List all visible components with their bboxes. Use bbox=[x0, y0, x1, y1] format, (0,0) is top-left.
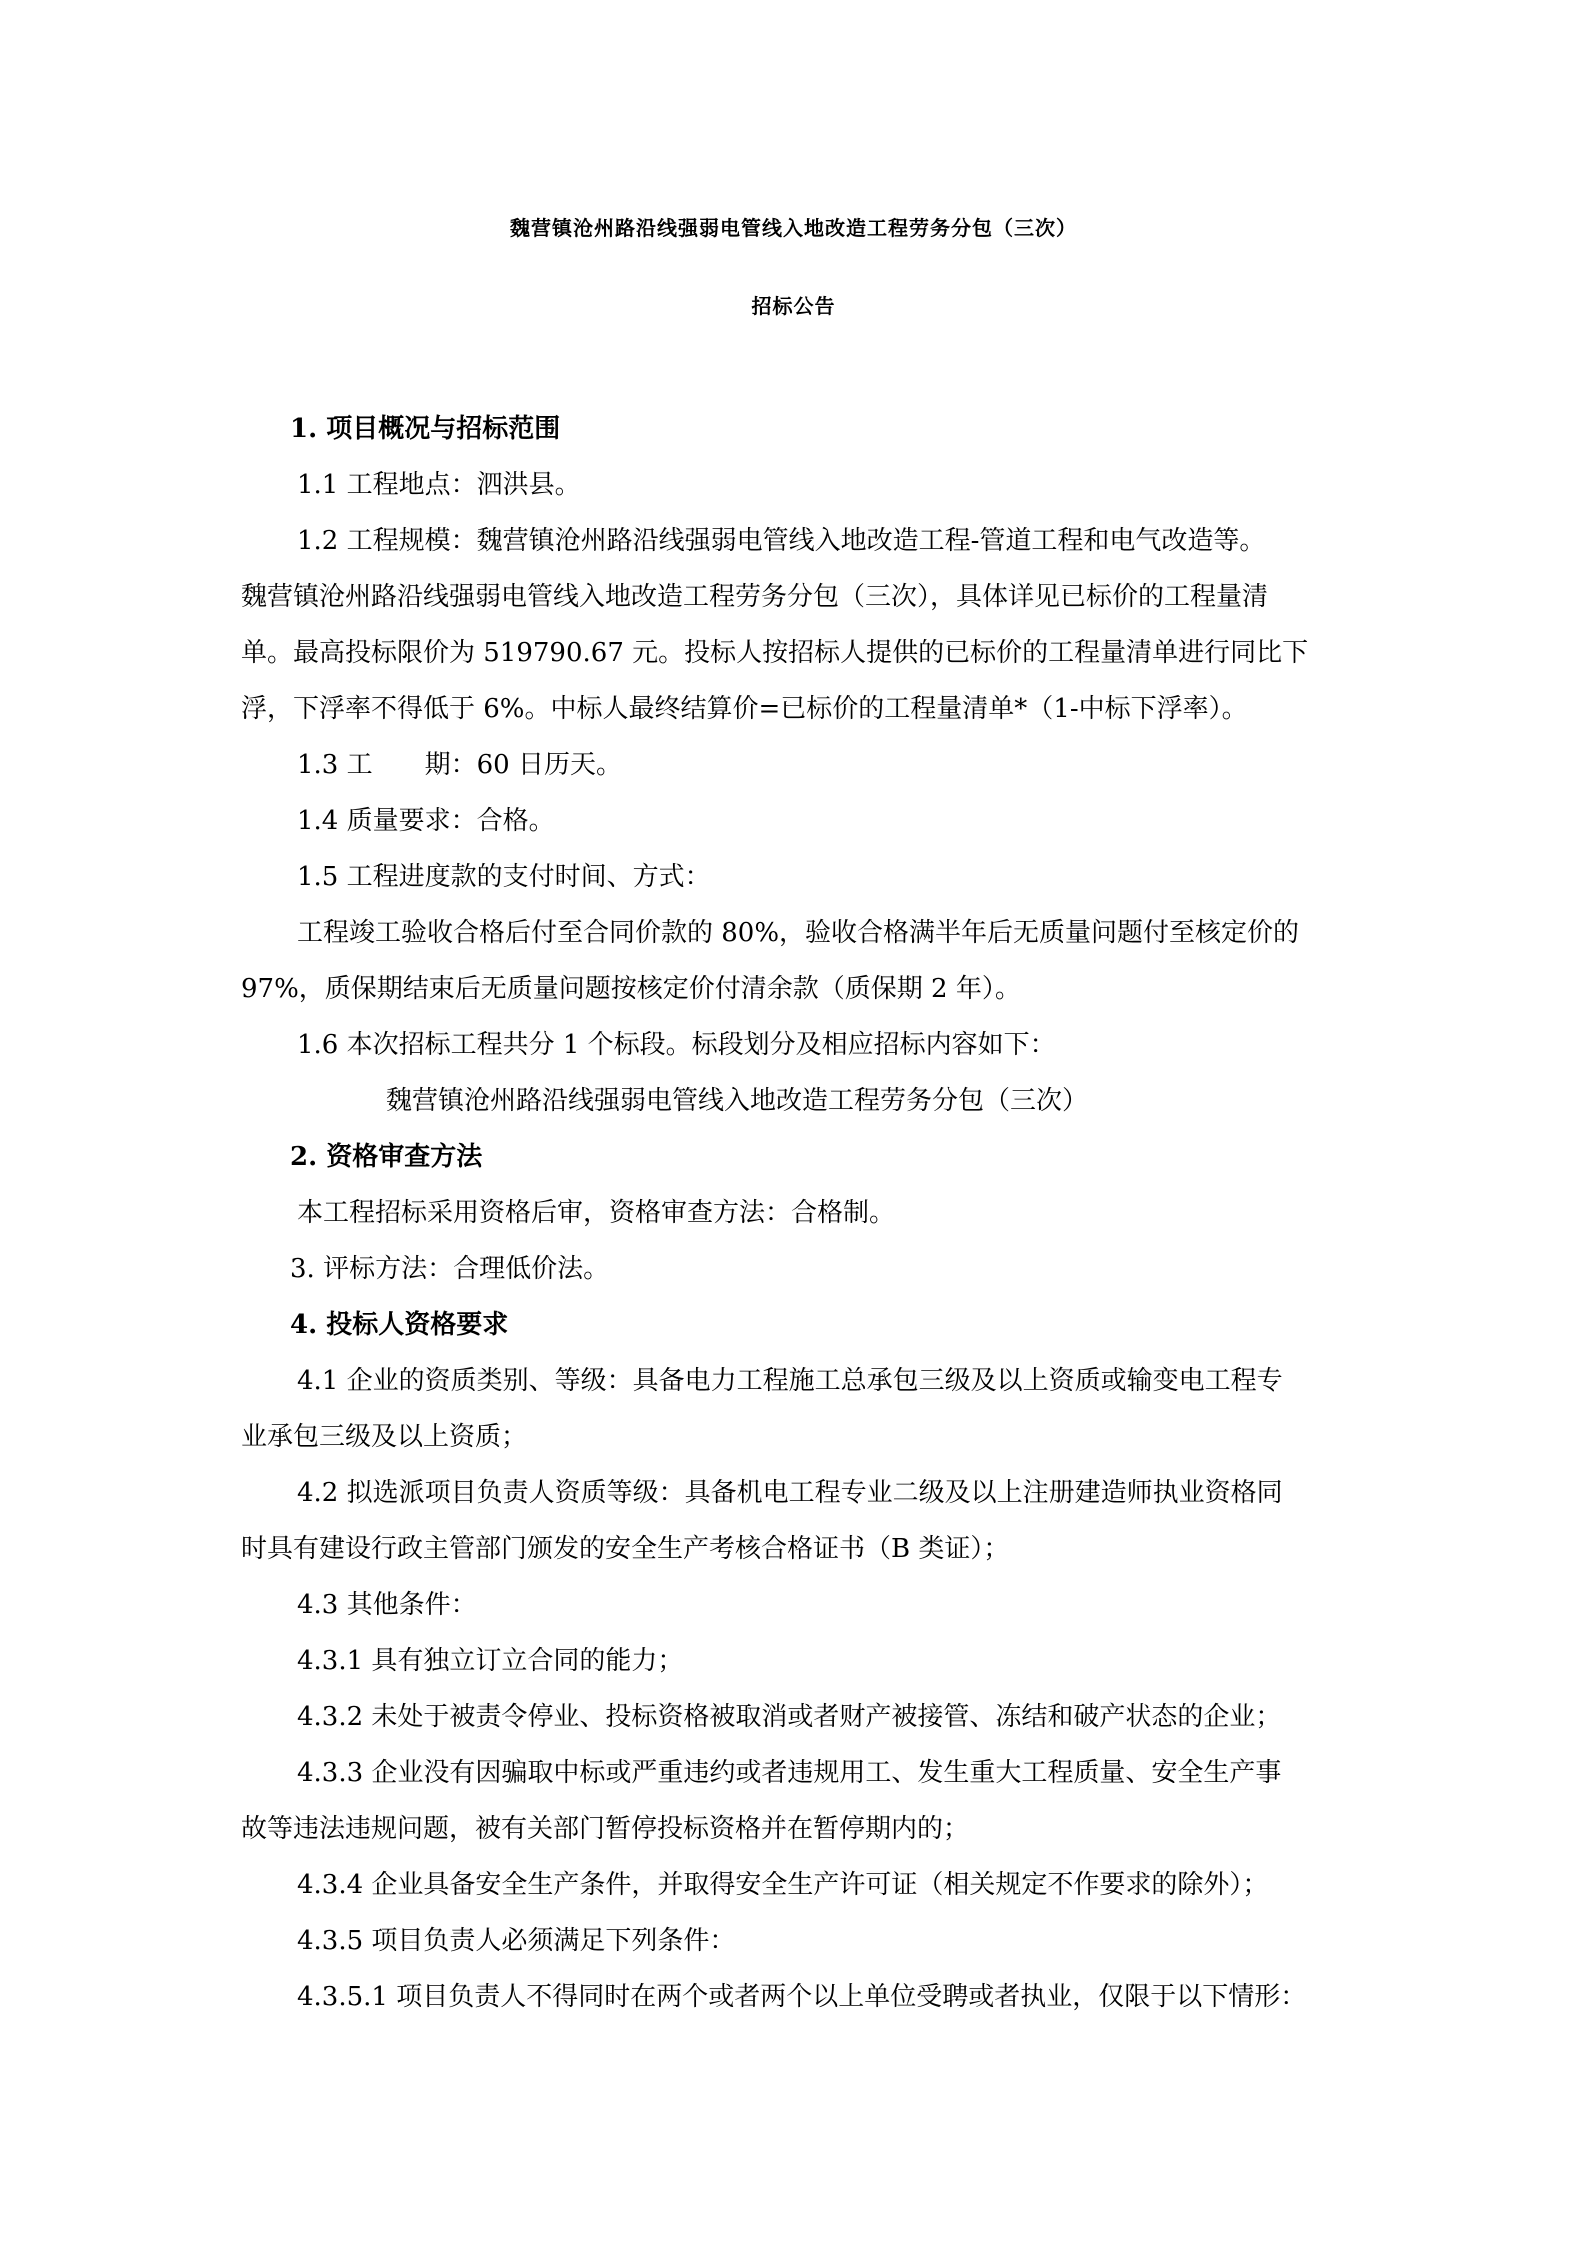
paragraph-line: 1.1 工程地点：泗洪县。 bbox=[297, 470, 581, 500]
section-heading-2: 2. 资格审查方法 bbox=[290, 1142, 483, 1172]
paragraph-line: 业承包三级及以上资质； bbox=[241, 1422, 528, 1452]
paragraph-line: 4.3 其他条件： bbox=[297, 1590, 477, 1620]
paragraph-line: 4.3.4 企业具备安全生产条件，并取得安全生产许可证（相关规定不作要求的除外）； bbox=[297, 1870, 1269, 1900]
paragraph-line: 单。最高投标限价为 519790.67 元。投标人按招标人提供的已标价的工程量清单进行同比下 bbox=[241, 638, 1309, 668]
section-heading-4: 4. 投标人资格要求 bbox=[290, 1310, 509, 1340]
paragraph-line: 工程竣工验收合格后付至合同价款的 80%，验收合格满半年后无质量问题付至核定价的 bbox=[297, 918, 1300, 948]
paragraph-line: 故等违法违规问题，被有关部门暂停投标资格并在暂停期内的； bbox=[241, 1814, 970, 1844]
paragraph-line: 4.3.5.1 项目负责人不得同时在两个或者两个以上单位受聘或者执业，仅限于以下情形： bbox=[297, 1982, 1307, 2012]
section-heading-3: 3. 评标方法：合理低价法。 bbox=[290, 1254, 610, 1284]
document-title-line2: 招标公告 bbox=[751, 294, 836, 318]
paragraph-line: 4.3.5 项目负责人必须满足下列条件： bbox=[297, 1926, 736, 1956]
document-title-line1: 魏营镇沧州路沿线强弱电管线入地改造工程劳务分包（三次） bbox=[510, 216, 1077, 240]
paragraph-line: 4.3.1 具有独立订立合同的能力； bbox=[297, 1646, 684, 1676]
section-item-line: 魏营镇沧州路沿线强弱电管线入地改造工程劳务分包（三次） bbox=[386, 1086, 1089, 1116]
paragraph-line: 4.3.2 未处于被责令停业、投标资格被取消或者财产被接管、冻结和破产状态的企业； bbox=[297, 1702, 1282, 1732]
paragraph-line: 1.2 工程规模：魏营镇沧州路沿线强弱电管线入地改造工程-管道工程和电气改造等。 bbox=[297, 526, 1266, 556]
section-heading-1: 1. 项目概况与招标范围 bbox=[290, 414, 561, 444]
paragraph-line: 4.2 拟选派项目负责人资质等级：具备机电工程专业二级及以上注册建造师执业资格同 bbox=[297, 1478, 1283, 1508]
paragraph-line: 1.3 工 期：60 日历天。 bbox=[297, 750, 622, 780]
paragraph-line: 1.6 本次招标工程共分 1 个标段。标段划分及相应招标内容如下： bbox=[297, 1030, 1056, 1060]
paragraph-line: 时具有建设行政主管部门颁发的安全生产考核合格证书（B 类证）； bbox=[241, 1534, 1010, 1564]
paragraph-line: 魏营镇沧州路沿线强弱电管线入地改造工程劳务分包（三次），具体详见已标价的工程量清 bbox=[241, 582, 1269, 612]
paragraph-line: 浮，下浮率不得低于 6%。中标人最终结算价=已标价的工程量清单*（1-中标下浮率）。 bbox=[241, 694, 1248, 724]
paragraph-line: 4.1 企业的资质类别、等级：具备电力工程施工总承包三级及以上资质或输变电工程专 bbox=[297, 1366, 1283, 1396]
paragraph-line: 1.4 质量要求：合格。 bbox=[297, 806, 555, 836]
paragraph-line: 97%，质保期结束后无质量问题按核定价付清余款（质保期 2 年）。 bbox=[241, 974, 1021, 1004]
paragraph-line: 1.5 工程进度款的支付时间、方式： bbox=[297, 862, 711, 892]
paragraph-line: 4.3.3 企业没有因骗取中标或严重违约或者违规用工、发生重大工程质量、安全生产事 bbox=[297, 1758, 1282, 1788]
paragraph-line: 本工程招标采用资格后审，资格审查方法：合格制。 bbox=[297, 1198, 896, 1228]
